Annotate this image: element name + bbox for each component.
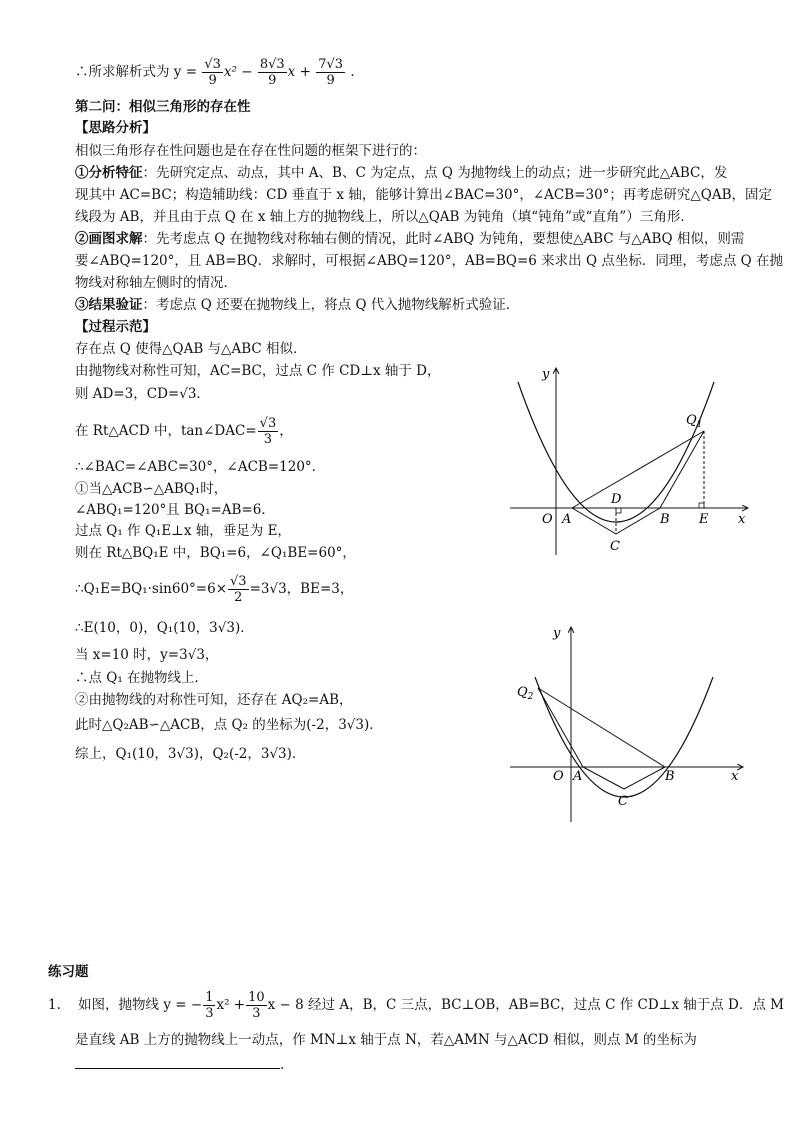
label-y: y <box>553 626 561 641</box>
fraction: $\frac{8√3}{9}$ <box>259 57 285 88</box>
thinking-heading: 【思路分析】 <box>75 120 156 136</box>
process-line: ②由抛物线的对称性可知，还存在 AQ₂=AB， <box>75 692 353 708</box>
thinking-step1-line3: 线段为 AB，并且由于点 Q 在 x 轴上方的抛物线上，所以△QAB 为钝角（填“钝角”或“直角”）三角形． <box>75 209 694 225</box>
fraction: $\frac{1}{3}$ <box>205 990 214 1021</box>
figure-1 <box>500 360 760 560</box>
label-E: E <box>699 512 709 527</box>
figure-2 <box>505 622 755 827</box>
right-angle-mark <box>699 503 704 508</box>
segment-BQ1 <box>660 431 704 508</box>
conclusion-formula: ∴所求解析式为 y = $\frac{√3}{9}$ x² − $\frac{8√3}{9}$ x + $\frac{7√3}{9}$ . <box>75 57 355 88</box>
label-C: C <box>610 539 620 554</box>
process-line: 由抛物线对称性可知，AC=BC，过点 C 作 CD⊥x 轴于 D， <box>75 363 441 379</box>
segment-Q2B <box>538 688 665 767</box>
exercise-line-1: 1. 如图，抛物线 y = − $\frac{1}{3}$ x² + $\frac{10}{3}$ x − 8 经过 A，B，C 三点，BC⊥OB，AB=BC，过点 C 作 CD⊥x 轴于点 D．点 M <box>48 990 784 1021</box>
process-line: ①当△ACB∽△ABQ₁时， <box>75 481 228 497</box>
process-line: 则在 Rt△BQ₁E 中，BQ₁=6，∠Q₁BE=60°， <box>75 545 356 561</box>
label-B: B <box>660 512 670 527</box>
fraction: $\frac{10}{3}$ <box>248 990 265 1021</box>
label-x: x <box>738 512 746 527</box>
section-title: 第二问：相似三角形的存在性 <box>75 99 251 115</box>
fraction: $\frac{7√3}{9}$ <box>318 57 344 88</box>
process-line: 综上，Q₁(10，3√3)，Q₂(-2，3√3)． <box>75 746 306 762</box>
exercise-heading: 练习题 <box>48 964 89 980</box>
process-line: 过点 Q₁ 作 Q₁E⊥x 轴，垂足为 E， <box>75 523 291 539</box>
segment-Q2A <box>538 688 583 767</box>
thinking-step2-line2: 要∠ABQ=120°，且 AB=BQ．求解时，可根据∠ABQ=120°，AB=BQ=6 来求出 Q 点坐标．同理，考虑点 Q 在抛 <box>75 253 783 269</box>
process-line: 当 x=10 时，y=3√3， <box>75 647 219 663</box>
label-B: B <box>665 769 675 784</box>
label-A: A <box>562 512 572 527</box>
exercise-line-2: 是直线 AB 上方的抛物线上一动点，作 MN⊥x 轴于点 N，若△AMN 与△ACD 相似，则点 M 的坐标为 <box>75 1032 697 1048</box>
process-heading: 【过程示范】 <box>75 319 156 335</box>
right-angle-mark <box>616 508 621 513</box>
formula-prefix: ∴所求解析式为 y = <box>75 64 198 80</box>
label-C: C <box>618 794 628 809</box>
process-line: ∴∠BAC=∠ABC=30°，∠ACB=120°． <box>75 459 326 475</box>
label-O: O <box>553 769 564 784</box>
label-Q1: $Q_1$ <box>686 413 703 430</box>
process-line: 此时△Q₂AB∽△ACB，点 Q₂ 的坐标为(-2，3√3)． <box>75 717 383 733</box>
fraction: $\frac{√3}{9}$ <box>204 57 221 88</box>
label-D: D <box>611 492 622 507</box>
process-line: 存在点 Q 使得△QAB 与△ABC 相似． <box>75 341 307 357</box>
process-line: 在 Rt△ACD 中，tan∠DAC= $\frac{√3}{3}$ ， <box>75 416 293 447</box>
thinking-step3: ③结果验证：考虑点 Q 还要在抛物线上，将点 Q 代入抛物线解析式验证． <box>75 297 520 313</box>
process-line: ∴E(10，0)，Q₁(10，3√3)． <box>75 620 254 636</box>
thinking-step2-line1: ②画图求解：先考虑点 Q 在抛物线对称轴右侧的情况，此时∠ABQ 为钝角，要想使△ABC 与△ABQ 相似，则需 <box>75 231 745 247</box>
answer-blank-line: . <box>75 1054 284 1075</box>
label-y: y <box>542 367 550 382</box>
fraction: $\frac{√3}{2}$ <box>230 574 247 605</box>
process-line: 则 AD=3，CD=√3． <box>75 386 210 402</box>
label-O: O <box>542 512 553 527</box>
segment-AQ1 <box>572 431 704 508</box>
answer-blank[interactable] <box>75 1054 280 1069</box>
label-x: x <box>731 769 739 784</box>
label-Q2: $Q_2$ <box>517 685 534 702</box>
thinking-intro: 相似三角形存在性问题也是在存在性问题的框架下进行的： <box>75 143 426 159</box>
thinking-step1-line1: ①分析特征：先研究定点、动点，其中 A、B、C 为定点，点 Q 为抛物线上的动点；进一步研究此△ABC，发 <box>75 165 728 181</box>
label-A: A <box>573 769 583 784</box>
process-line: ∴Q₁E=BQ₁·sin60°=6× $\frac{√3}{2}$ =3√3，BE=3， <box>75 574 354 605</box>
process-line: ∴点 Q₁ 在抛物线上． <box>75 670 209 686</box>
fraction: $\frac{√3}{3}$ <box>259 416 277 447</box>
thinking-step2-line3: 物线对称轴左侧时的情况． <box>75 275 237 291</box>
process-line: ∠ABQ₁=120°且 BQ₁=AB=6． <box>75 502 275 518</box>
thinking-step1-line2: 现其中 AC=BC；构造辅助线：CD 垂直于 x 轴，能够计算出∠BAC=30°，∠ACB=30°；再考虑研究△QAB，固定 <box>75 187 773 203</box>
